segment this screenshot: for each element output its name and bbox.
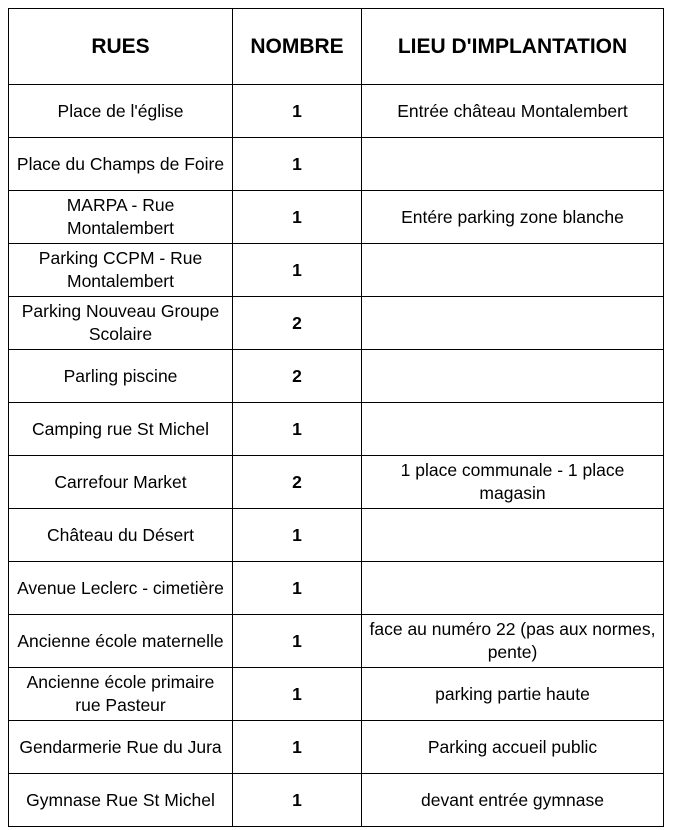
- cell-lieu: Entére parking zone blanche: [362, 191, 664, 244]
- table-row: [9, 668, 664, 721]
- parking-table: [8, 8, 664, 827]
- cell-rue: Gymnase Rue St Michel: [9, 774, 233, 827]
- cell-rue: Camping rue St Michel: [9, 403, 233, 456]
- cell-nombre: 1: [233, 562, 362, 615]
- cell-lieu: 1 place communale - 1 place magasin: [362, 456, 664, 509]
- cell-rue: Parking CCPM - Rue Montalembert: [9, 244, 233, 297]
- cell-nombre: 2: [233, 456, 362, 509]
- cell-rue: Parling piscine: [9, 350, 233, 403]
- cell-lieu: parking partie haute: [362, 668, 664, 721]
- cell-rue: Parking Nouveau Groupe Scolaire: [9, 297, 233, 350]
- table-row: [9, 138, 664, 191]
- cell-lieu: [362, 403, 664, 456]
- cell-lieu: [362, 562, 664, 615]
- cell-lieu: [362, 297, 664, 350]
- table-row: [9, 721, 664, 774]
- cell-lieu: [362, 244, 664, 297]
- table-row: [9, 456, 664, 509]
- cell-rue: Place du Champs de Foire: [9, 138, 233, 191]
- cell-nombre: 1: [233, 721, 362, 774]
- cell-nombre: 1: [233, 615, 362, 668]
- cell-nombre: 1: [233, 85, 362, 138]
- cell-nombre: 1: [233, 668, 362, 721]
- cell-rue: Gendarmerie Rue du Jura: [9, 721, 233, 774]
- cell-rue: Ancienne école primaire rue Pasteur: [9, 668, 233, 721]
- table-row: [9, 562, 664, 615]
- cell-nombre: 1: [233, 138, 362, 191]
- cell-lieu: Parking accueil public: [362, 721, 664, 774]
- table-body: [9, 85, 664, 827]
- table-row: [9, 244, 664, 297]
- table-row: [9, 85, 664, 138]
- header-nombre: NOMBRE: [233, 9, 362, 85]
- cell-nombre: 1: [233, 509, 362, 562]
- cell-nombre: 2: [233, 350, 362, 403]
- table-header: [9, 9, 664, 85]
- table-row: [9, 615, 664, 668]
- table-row: [9, 403, 664, 456]
- cell-nombre: 1: [233, 244, 362, 297]
- table-row: [9, 350, 664, 403]
- cell-lieu: devant entrée gymnase: [362, 774, 664, 827]
- cell-nombre: 2: [233, 297, 362, 350]
- cell-lieu: [362, 350, 664, 403]
- cell-lieu: [362, 138, 664, 191]
- header-lieu: LIEU D'IMPLANTATION: [362, 9, 664, 85]
- header-row: [9, 9, 664, 85]
- cell-rue: MARPA - Rue Montalembert: [9, 191, 233, 244]
- cell-lieu: [362, 509, 664, 562]
- cell-nombre: 1: [233, 403, 362, 456]
- table-row: [9, 297, 664, 350]
- cell-nombre: 1: [233, 191, 362, 244]
- cell-lieu: face au numéro 22 (pas aux normes, pente): [362, 615, 664, 668]
- cell-nombre: 1: [233, 774, 362, 827]
- table-row: [9, 509, 664, 562]
- cell-rue: Château du Désert: [9, 509, 233, 562]
- cell-lieu: Entrée château Montalembert: [362, 85, 664, 138]
- table-row: [9, 191, 664, 244]
- cell-rue: Ancienne école maternelle: [9, 615, 233, 668]
- header-rues: RUES: [9, 9, 233, 85]
- cell-rue: Place de l'église: [9, 85, 233, 138]
- cell-rue: Carrefour Market: [9, 456, 233, 509]
- cell-rue: Avenue Leclerc - cimetière: [9, 562, 233, 615]
- table-row: [9, 774, 664, 827]
